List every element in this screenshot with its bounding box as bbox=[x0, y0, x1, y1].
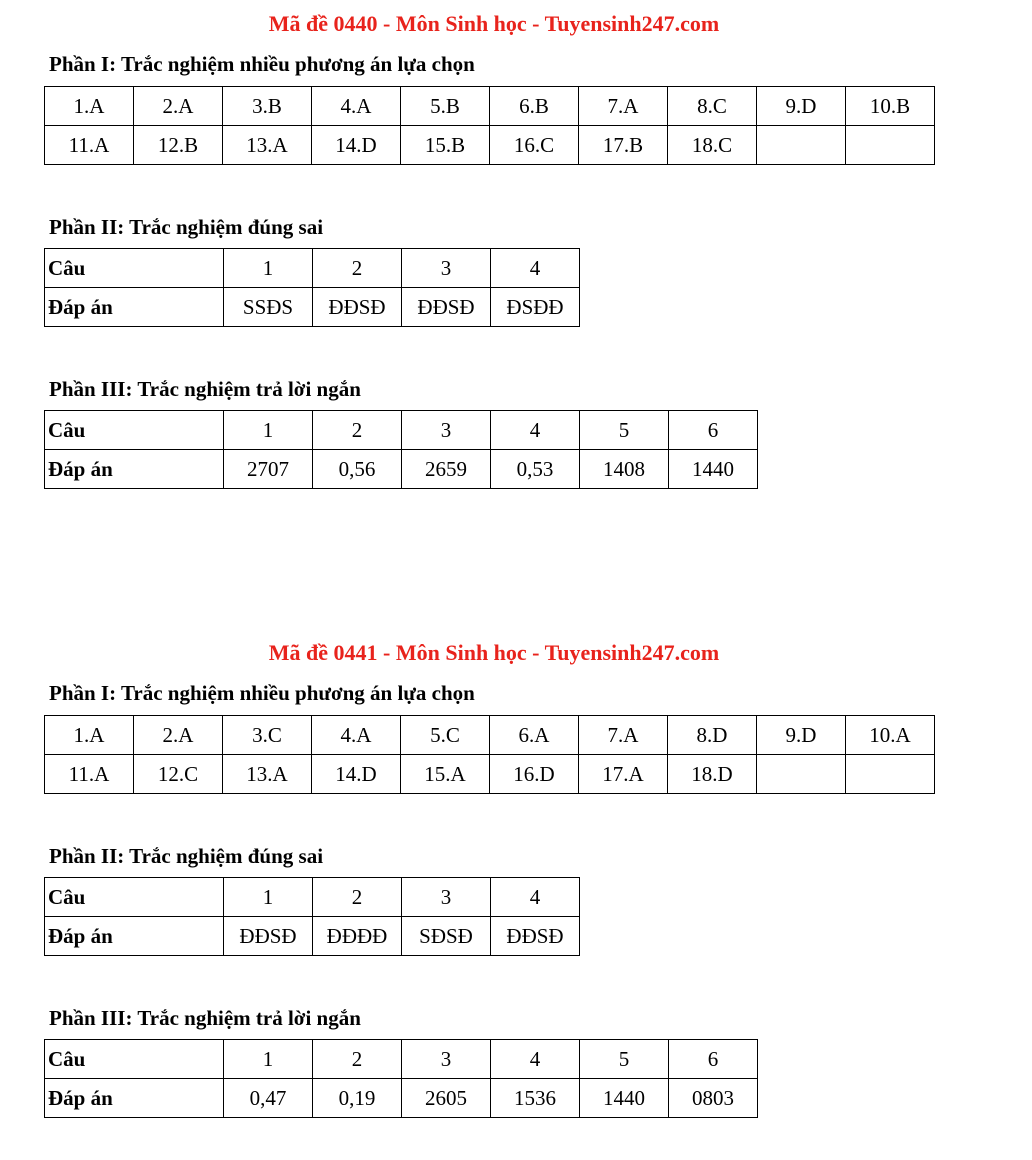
answer-cell: 1408 bbox=[580, 450, 669, 489]
question-number: 3 bbox=[402, 411, 491, 450]
row-label: Câu bbox=[45, 1040, 224, 1079]
answer-cell: 18.D bbox=[668, 755, 757, 794]
question-number: 2 bbox=[313, 411, 402, 450]
question-number: 3 bbox=[402, 878, 491, 917]
exam-0440 bbox=[0, 0, 1032, 560]
table-row bbox=[45, 716, 935, 755]
answer-cell: ĐĐSĐ bbox=[224, 917, 313, 956]
answer-cell: 18.C bbox=[668, 126, 757, 165]
row-label: Đáp án bbox=[45, 450, 224, 489]
table-row bbox=[45, 411, 758, 450]
answer-cell: 0,53 bbox=[491, 450, 580, 489]
question-number: 6 bbox=[669, 1040, 758, 1079]
answer-cell: 0,47 bbox=[224, 1079, 313, 1118]
table-row bbox=[45, 755, 935, 794]
answer-cell: 10.B bbox=[846, 87, 935, 126]
row-label: Đáp án bbox=[45, 288, 224, 327]
answer-cell: 6.B bbox=[490, 87, 579, 126]
exam-title: Mã đề 0440 - Môn Sinh học - Tuyensinh247.com bbox=[268, 11, 720, 36]
question-number: 6 bbox=[669, 411, 758, 450]
row-label: Câu bbox=[45, 878, 224, 917]
part1-answer-table bbox=[44, 715, 935, 794]
exam-0441 bbox=[0, 629, 1032, 1160]
question-number: 1 bbox=[224, 878, 313, 917]
table-row bbox=[45, 450, 758, 489]
answer-cell: 0,19 bbox=[313, 1079, 402, 1118]
answer-cell bbox=[757, 755, 846, 794]
answer-cell: 1440 bbox=[580, 1079, 669, 1118]
answer-cell: 14.D bbox=[312, 126, 401, 165]
answer-cell: 1.A bbox=[45, 87, 134, 126]
answer-cell: 5.B bbox=[401, 87, 490, 126]
table-row bbox=[45, 288, 580, 327]
row-label: Câu bbox=[45, 411, 224, 450]
answer-cell: 7.A bbox=[579, 87, 668, 126]
answer-cell: 3.C bbox=[223, 716, 312, 755]
answer-cell: 12.B bbox=[134, 126, 223, 165]
question-number: 4 bbox=[491, 249, 580, 288]
answer-cell: 9.D bbox=[757, 716, 846, 755]
part2-answer-table bbox=[44, 877, 580, 956]
answer-cell: 2.A bbox=[134, 87, 223, 126]
question-number: 4 bbox=[491, 878, 580, 917]
answer-cell: 15.A bbox=[401, 755, 490, 794]
answer-cell: 1.A bbox=[45, 716, 134, 755]
answer-cell: 11.A bbox=[45, 755, 134, 794]
part3-heading: Phần III: Trắc nghiệm trả lời ngắn bbox=[49, 1006, 361, 1030]
answer-cell: 3.B bbox=[223, 87, 312, 126]
answer-cell: 4.A bbox=[312, 87, 401, 126]
question-number: 1 bbox=[224, 249, 313, 288]
answer-cell: SSĐS bbox=[224, 288, 313, 327]
answer-cell: 17.B bbox=[579, 126, 668, 165]
table-row bbox=[45, 917, 580, 956]
table-row bbox=[45, 1040, 758, 1079]
answer-cell: 9.D bbox=[757, 87, 846, 126]
answer-cell: 2.A bbox=[134, 716, 223, 755]
question-number: 3 bbox=[402, 249, 491, 288]
answer-cell: 10.A bbox=[846, 716, 935, 755]
question-number: 5 bbox=[580, 1040, 669, 1079]
question-number: 2 bbox=[313, 1040, 402, 1079]
answer-cell: 5.C bbox=[401, 716, 490, 755]
part3-answer-table bbox=[44, 1039, 758, 1118]
answer-cell: 11.A bbox=[45, 126, 134, 165]
row-label: Câu bbox=[45, 249, 224, 288]
answer-cell: 15.B bbox=[401, 126, 490, 165]
answer-cell: 0,56 bbox=[313, 450, 402, 489]
answer-cell: ĐSĐĐ bbox=[491, 288, 580, 327]
table-row bbox=[45, 126, 935, 165]
answer-cell: 2659 bbox=[402, 450, 491, 489]
answer-cell: 8.D bbox=[668, 716, 757, 755]
answer-cell: ĐĐSĐ bbox=[402, 288, 491, 327]
answer-cell: 2605 bbox=[402, 1079, 491, 1118]
answer-cell: ĐĐĐĐ bbox=[313, 917, 402, 956]
answer-cell: SĐSĐ bbox=[402, 917, 491, 956]
question-number: 4 bbox=[491, 411, 580, 450]
answer-cell: 14.D bbox=[312, 755, 401, 794]
answer-cell: 1536 bbox=[491, 1079, 580, 1118]
part1-answer-table bbox=[44, 86, 935, 165]
answer-cell bbox=[846, 126, 935, 165]
row-label: Đáp án bbox=[45, 1079, 224, 1118]
answer-cell: 8.C bbox=[668, 87, 757, 126]
question-number: 1 bbox=[224, 411, 313, 450]
answer-cell: 7.A bbox=[579, 716, 668, 755]
part3-heading: Phần III: Trắc nghiệm trả lời ngắn bbox=[49, 377, 361, 401]
table-row bbox=[45, 249, 580, 288]
row-label: Đáp án bbox=[45, 917, 224, 956]
answer-cell: 13.A bbox=[223, 126, 312, 165]
answer-cell: 6.A bbox=[490, 716, 579, 755]
answer-cell: 2707 bbox=[224, 450, 313, 489]
answer-cell: 13.A bbox=[223, 755, 312, 794]
question-number: 5 bbox=[580, 411, 669, 450]
part2-heading: Phần II: Trắc nghiệm đúng sai bbox=[49, 844, 324, 868]
answer-cell: 0803 bbox=[669, 1079, 758, 1118]
answer-cell: 16.C bbox=[490, 126, 579, 165]
answer-cell: ĐĐSĐ bbox=[491, 917, 580, 956]
part1-heading: Phần I: Trắc nghiệm nhiều phương án lựa chọn bbox=[49, 52, 475, 76]
part3-answer-table bbox=[44, 410, 758, 489]
answer-cell bbox=[757, 126, 846, 165]
answer-cell: 1440 bbox=[669, 450, 758, 489]
answer-cell: 4.A bbox=[312, 716, 401, 755]
question-number: 4 bbox=[491, 1040, 580, 1079]
answer-cell: ĐĐSĐ bbox=[313, 288, 402, 327]
question-number: 2 bbox=[313, 878, 402, 917]
answer-cell bbox=[846, 755, 935, 794]
answer-cell: 17.A bbox=[579, 755, 668, 794]
part2-heading: Phần II: Trắc nghiệm đúng sai bbox=[49, 215, 324, 239]
table-row bbox=[45, 878, 580, 917]
question-number: 3 bbox=[402, 1040, 491, 1079]
exam-title: Mã đề 0441 - Môn Sinh học - Tuyensinh247.com bbox=[268, 640, 720, 665]
answer-cell: 12.C bbox=[134, 755, 223, 794]
part1-heading: Phần I: Trắc nghiệm nhiều phương án lựa chọn bbox=[49, 681, 475, 705]
part2-answer-table bbox=[44, 248, 580, 327]
question-number: 2 bbox=[313, 249, 402, 288]
question-number: 1 bbox=[224, 1040, 313, 1079]
answer-cell: 16.D bbox=[490, 755, 579, 794]
table-row bbox=[45, 87, 935, 126]
table-row bbox=[45, 1079, 758, 1118]
